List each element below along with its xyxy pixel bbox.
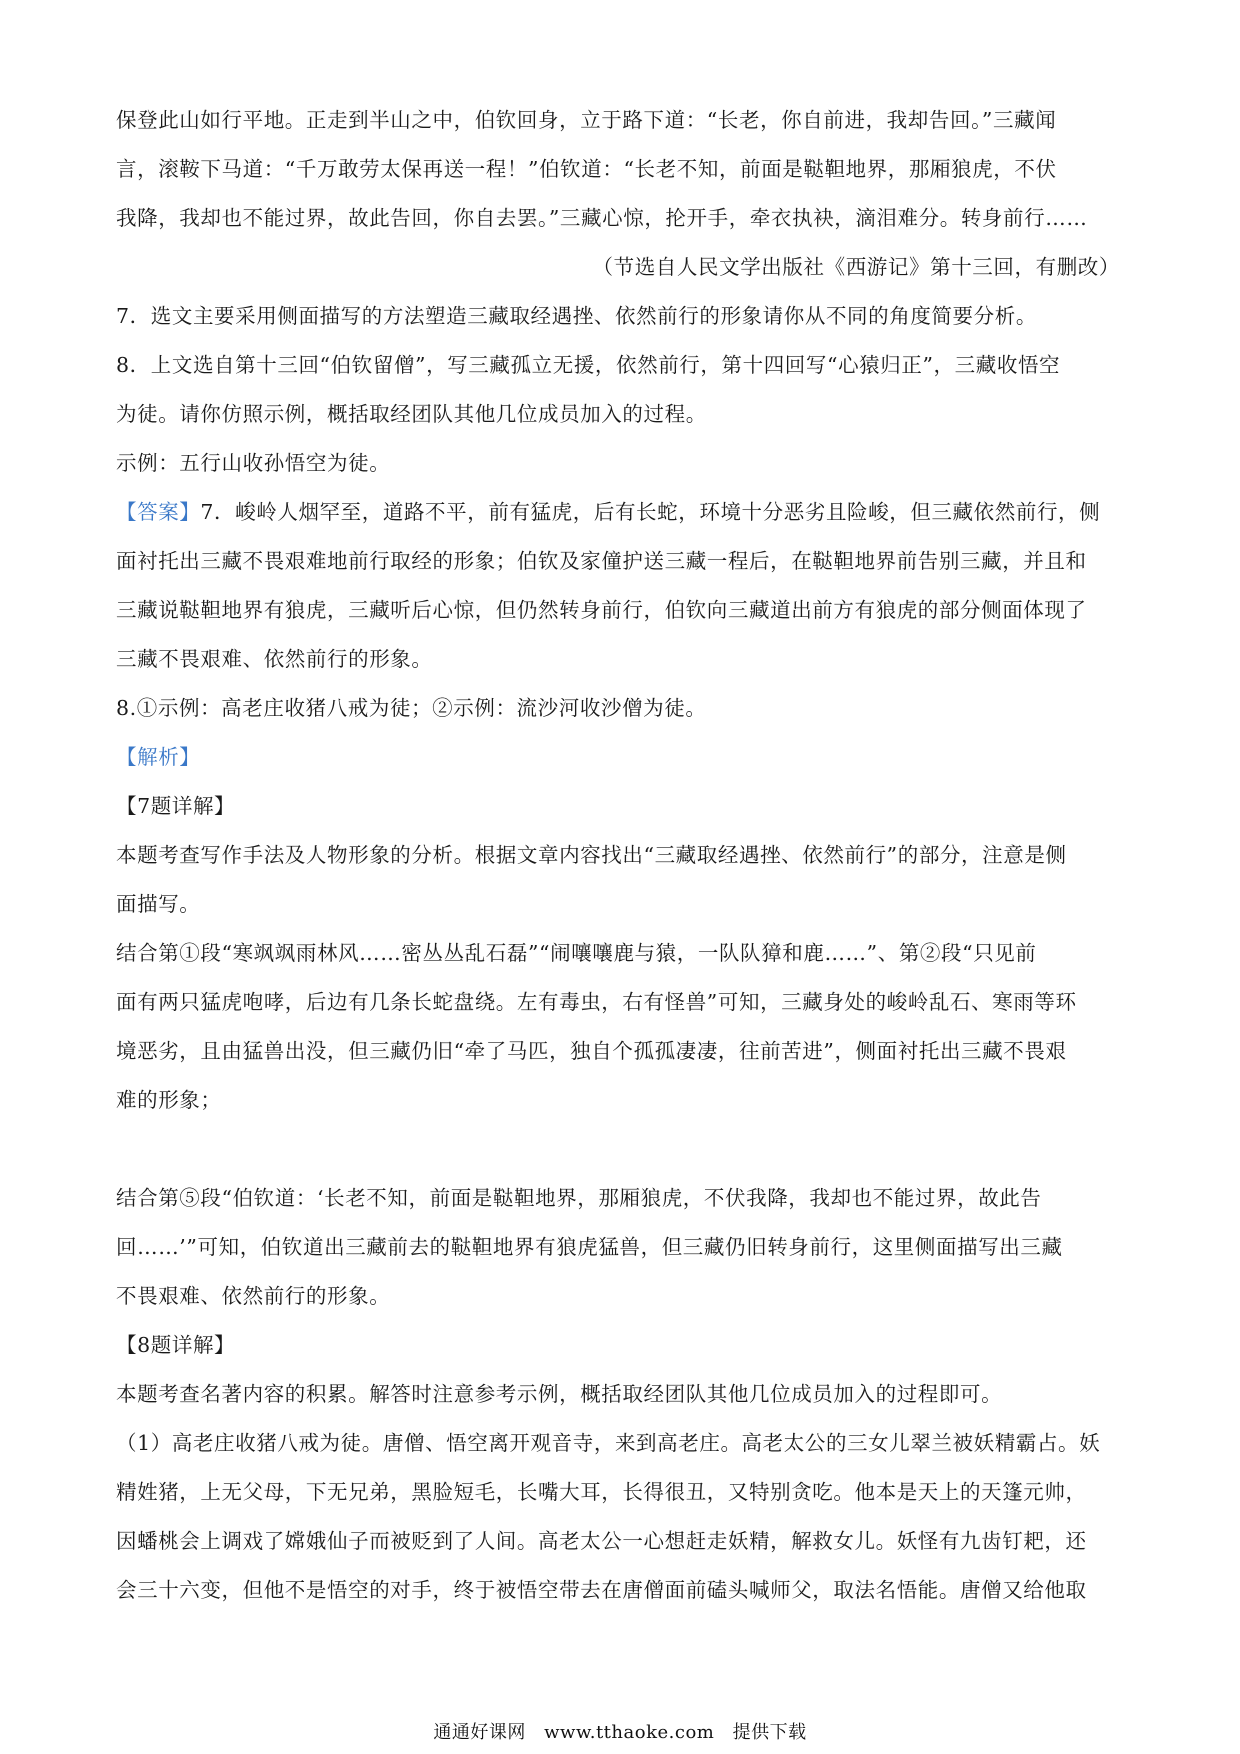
answer-line: 三藏不畏艰难、依然前行的形象。: [116, 647, 433, 671]
analysis-line: 结合第①段“寒飒飒雨林风……密丛丛乱石磊”“闹嚷嚷鹿与猿，一队队獐和鹿……”、第②段“只见前: [116, 941, 1037, 965]
answer-7-text: 7．峻岭人烟罕至，道路不平，前有猛虎，后有长蛇，环境十分恶劣且险峻，但三藏依然前行，侧: [200, 500, 1101, 524]
analysis-line: （1）高老庄收猪八戒为徒。唐僧、悟空离开观音寺，来到高老庄。高老太公的三女儿翠兰被妖精霸占。妖: [116, 1431, 1101, 1455]
analysis-line: 不畏艰难、依然前行的形象。: [116, 1284, 391, 1308]
analysis-line: 回……’”可知，伯钦道出三藏前去的鞑靼地界有狼虎猛兽，但三藏仍旧转身前行，这里侧面描写出三藏: [116, 1235, 1063, 1259]
excerpt-line: 我降，我却也不能过界，故此告回，你自去罢。”三藏心惊，抡开手，牵衣执袂，滴泪难分。转身前行……: [116, 206, 1088, 230]
analysis-line: 面有两只猛虎咆哮，后边有几条长蛇盘绕。左有毒虫，右有怪兽”可知，三藏身处的峻岭乱石、寒雨等环: [116, 990, 1077, 1014]
page-footer: [0, 1718, 1240, 1744]
analysis-line: 结合第⑤段“伯钦道：‘长老不知，前面是鞑靼地界，那厢狼虎，不伏我降，我却也不能过界，故此告: [116, 1186, 1042, 1210]
analysis-heading-8: 【8题详解】: [116, 1333, 236, 1357]
analysis-heading-7: 【7题详解】: [116, 794, 236, 818]
analysis-line: 会三十六变，但他不是悟空的对手，终于被悟空带去在唐僧面前磕头喊师父，取法名悟能。唐僧又给他取: [116, 1578, 1087, 1602]
answer-line: 面衬托出三藏不畏艰难地前行取经的形象；伯钦及家僮护送三藏一程后，在鞑靼地界前告别三藏，并且和: [116, 549, 1087, 573]
question-7: 7．选文主要采用侧面描写的方法塑造三藏取经遇挫、依然前行的形象请你从不同的角度简要分析。: [116, 304, 1037, 328]
analysis-line: 难的形象；: [116, 1088, 222, 1112]
question-8-line: 为徒。请你仿照示例，概括取经团队其他几位成员加入的过程。: [116, 402, 707, 426]
page-content: [116, 96, 1126, 1615]
answer-8: 8.①示例：高老庄收猪八戒为徒；②示例：流沙河收沙僧为徒。: [116, 696, 707, 720]
answer-line: [116, 488, 1126, 537]
footer-url[interactable]: www.tthaoke.com: [544, 1722, 715, 1743]
excerpt-line: 保登此山如行平地。正走到半山之中，伯钦回身，立于路下道：“长老，你自前进，我却告回。”三藏闻: [116, 108, 1057, 132]
analysis-line: 面描写。: [116, 892, 201, 916]
footer-note: 提供下载: [732, 1722, 807, 1743]
question-8-line: 8．上文选自第十三回“伯钦留僧”，写三藏孤立无援，依然前行，第十四回写“心猿归正”，三藏收悟空: [116, 353, 1061, 377]
analysis-line: 因蟠桃会上调戏了嫦娥仙子而被贬到了人间。高老太公一心想赶走妖精，解救女儿。妖怪有九齿钉耙，还: [116, 1529, 1087, 1553]
analysis-line: 本题考查写作手法及人物形象的分析。根据文章内容找出“三藏取经遇挫、依然前行”的部分，注意是侧: [116, 843, 1067, 867]
analysis-line: 精姓猪，上无父母，下无兄弟，黑脸短毛，长嘴大耳，长得很丑，又特别贪吃。他本是天上的天篷元帅，: [116, 1480, 1087, 1504]
excerpt-line: 言，滚鞍下马道：“千万敢劳太保再送一程！”伯钦道：“长老不知，前面是鞑靼地界，那厢狼虎，不伏: [116, 157, 1057, 181]
analysis-line: 本题考查名著内容的积累。解答时注意参考示例，概括取经团队其他几位成员加入的过程即可。: [116, 1382, 1003, 1406]
analysis-tag: 【解析】: [116, 745, 201, 769]
analysis-line: 境恶劣，且由猛兽出没，但三藏仍旧“牵了马匹，独自个孤孤凄凄，往前苦进”，侧面衬托出三藏不畏艰: [116, 1039, 1067, 1063]
answer-tag: 【答案】: [116, 500, 201, 524]
answer-line: 三藏说鞑靼地界有狼虎，三藏听后心惊，但仍然转身前行，伯钦向三藏道出前方有狼虎的部分侧面体现了: [116, 598, 1087, 622]
footer-site-name: 通通好课网: [433, 1722, 526, 1743]
excerpt-source: （节选自人民文学出版社《西游记》第十三回，有删改）: [592, 255, 1120, 279]
paragraph-gap: [116, 1125, 1126, 1174]
question-example: 示例：五行山收孙悟空为徒。: [116, 451, 391, 475]
